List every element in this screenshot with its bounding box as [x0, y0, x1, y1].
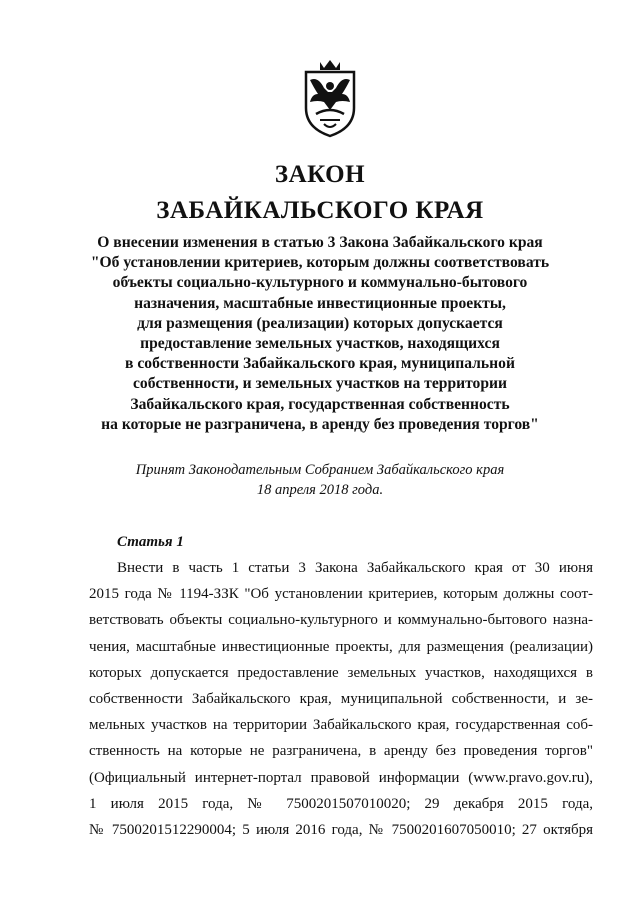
body-line: чения, масштабные инвестиционные проекты, для размещения (реализации)	[89, 638, 593, 655]
law-subject-heading	[60, 233, 580, 435]
body-line: (Официальный интернет-портал правовой информации (www.pravo.gov.ru),	[89, 769, 593, 786]
document-title: ЗАКОН	[274, 161, 366, 188]
subject-line: О внесении изменения в статью 3 Закона Забайкальского края	[97, 234, 543, 251]
subject-line: на которые не разграничена, в аренду без проведения торгов"	[101, 415, 539, 433]
article-heading: Статья 1	[117, 534, 184, 550]
body-line: 2015 года № 1194-ЗЗК "Об установлении критериев, которым должны соот-	[89, 586, 593, 603]
subject-line: объекты социально-культурного и коммунально-бытового	[112, 274, 528, 292]
body-line: Внести в часть 1 статьи 3 Закона Забайкальского края от 30 июня	[117, 560, 593, 576]
subject-line: собственности, и земельных участков на территории	[133, 375, 507, 393]
body-line: собственности Забайкальского края, муниципальной собственности, и зе-	[89, 691, 593, 708]
document-region: ЗАБАЙКАЛЬСКОГО КРАЯ	[156, 197, 484, 224]
body-line: № 7500201512290004; 5 июля 2016 года, № 7500201607050010; 27 октября	[89, 822, 593, 839]
adoption-date: 18 апреля 2018 года.	[256, 482, 384, 498]
body-line: ственность на которые не разграничена, в аренду без проведения торгов"	[89, 743, 593, 760]
subject-line: "Об установлении критериев, которым должны соответствовать	[90, 254, 550, 272]
subject-line: предоставление земельных участков, находящихся	[140, 335, 500, 353]
body-line: которых допускается предоставление земельных участков, находящихся в	[89, 664, 593, 681]
adoption-note	[0, 460, 640, 500]
article-body	[89, 555, 593, 843]
body-line: 1 июля 2015 года, № 7500201507010020; 29 декабря 2015 года,	[89, 795, 593, 812]
subject-line: Забайкальского края, государственная собственность	[130, 395, 510, 413]
subject-line: для размещения (реализации) которых допускается	[137, 314, 503, 332]
coat-of-arms-icon	[298, 58, 362, 138]
adoption-body: Принят Законодательным Собранием Забайкальского края	[135, 462, 505, 478]
body-line: ветствовать объекты социально-культурного и коммунально-бытового назна-	[89, 612, 593, 629]
subject-line: назначения, масштабные инвестиционные проекты,	[134, 294, 506, 312]
body-line: мельных участков на территории Забайкальского края, государственная соб-	[89, 717, 593, 734]
subject-line: в собственности Забайкальского края, муниципальной	[125, 355, 515, 373]
